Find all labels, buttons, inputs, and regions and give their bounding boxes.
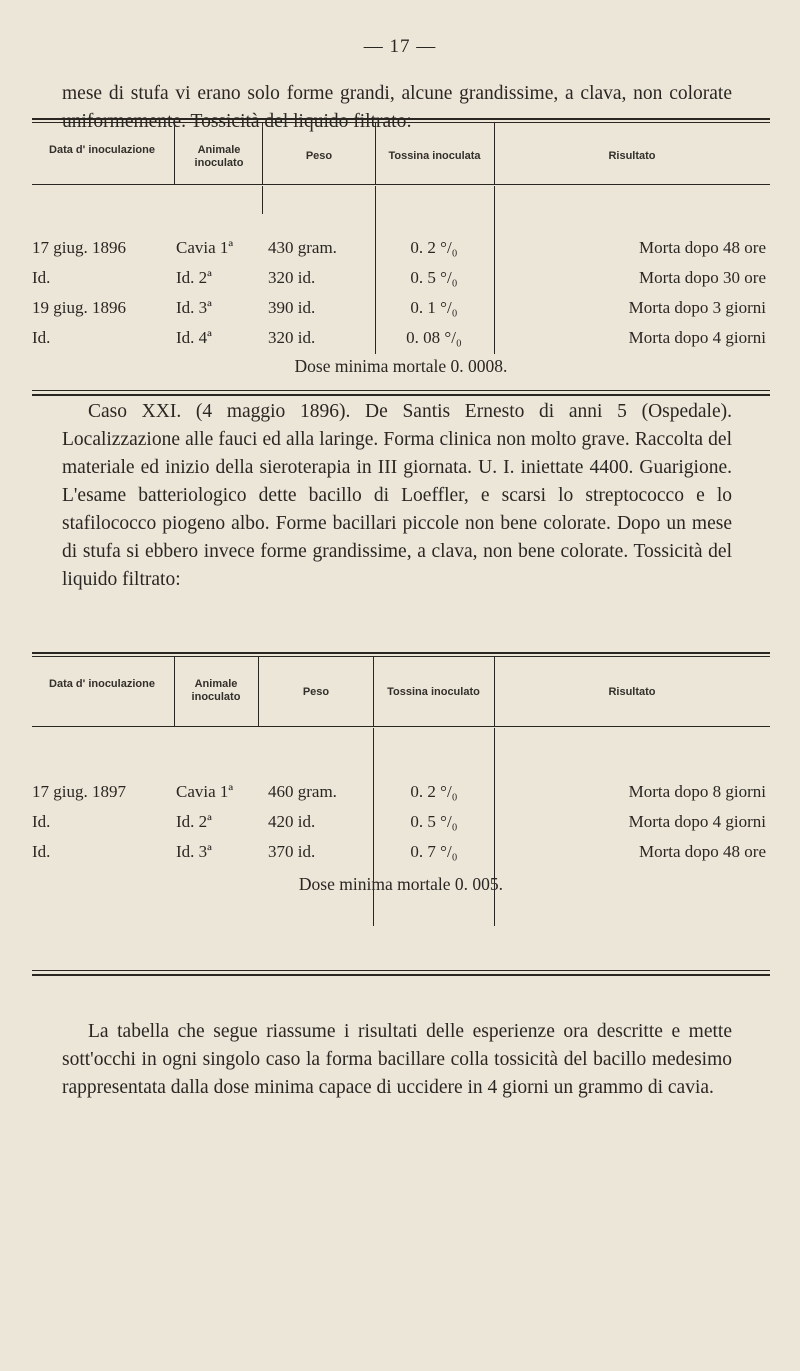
cell-weight: 320 id. bbox=[268, 328, 316, 347]
case-paragraph: Caso XXI. (4 maggio 1896). De Santis Ernesto di anni 5 (Ospedale). Localizzazione alle fauci ed alla laringe. Forma clinica non molto grave. Raccolta del materiale ed inizio della sieroterapia in III giornata. U. I. iniettate 4400. Guarigione. L'esame batteriologico dette bacillo di Loeffler, e scarsi lo streptococco e lo stafilococco piogeno albo. Forme bacillari piccole non bene colorate. Dopo un mese di stufa si ebbero invece forme grandissime, a clava, non bene colorate. Tossicità del liquido filtrato: bbox=[62, 401, 732, 590]
header-animal: Animale inoculato bbox=[191, 678, 241, 703]
cell-result: Morta dopo 4 giorni bbox=[628, 328, 766, 347]
cell-result: Morta dopo 8 giorni bbox=[628, 782, 766, 801]
cell-animal: Id. 2ª bbox=[176, 812, 212, 831]
cell-date: Id. bbox=[32, 268, 51, 287]
cell-weight: 420 id. bbox=[268, 812, 316, 831]
minimum-lethal-dose: Dose minima mortale 0. 0008. bbox=[294, 356, 508, 376]
header-date: Data d' inoculazione bbox=[49, 678, 155, 690]
cell-result: Morta dopo 30 ore bbox=[638, 268, 766, 287]
cell-weight: 390 id. bbox=[268, 298, 316, 317]
cell-date: 17 giug. 1897 bbox=[32, 782, 126, 801]
page-number: — 17 — bbox=[363, 36, 437, 57]
cell-toxin: 0. 08 °/₀ bbox=[406, 328, 462, 347]
cell-date: Id. bbox=[32, 812, 51, 831]
header-weight: Peso bbox=[305, 150, 333, 162]
cell-weight: 460 gram. bbox=[268, 782, 337, 801]
header-toxin: Tossina inoculata bbox=[388, 150, 481, 162]
header-result: Risultato bbox=[608, 686, 656, 698]
header-date: Data d' inoculazione bbox=[49, 144, 155, 156]
header-animal: Animale inoculato bbox=[194, 144, 244, 169]
closing-paragraph: La tabella che segue riassume i risultati delle esperienze ora descritte e mette sott'occhi in ogni singolo caso la forma bacillare colla tossicità del bacillo medesimo rappresentata dalla dose minima capace di uccidere in 4 giorni un grammo di cavia. bbox=[62, 1021, 732, 1098]
cell-animal: Cavia 1ª bbox=[176, 238, 234, 257]
header-weight: Peso bbox=[302, 686, 330, 698]
header-result: Risultato bbox=[608, 150, 656, 162]
cell-date: 17 giug. 1896 bbox=[32, 238, 126, 257]
cell-date: Id. bbox=[32, 328, 51, 347]
cell-date: 19 giug. 1896 bbox=[32, 298, 126, 317]
cell-animal: Cavia 1ª bbox=[176, 782, 234, 801]
cell-animal: Id. 3ª bbox=[176, 298, 212, 317]
cell-toxin: 0. 5 °/₀ bbox=[410, 812, 458, 831]
cell-toxin: 0. 2 °/₀ bbox=[410, 782, 458, 801]
minimum-lethal-dose: Dose minima mortale 0. 005. bbox=[298, 874, 504, 894]
header-toxin: Tossina inoculato bbox=[387, 686, 480, 698]
toxicity-table-1 bbox=[32, 118, 770, 396]
cell-result: Morta dopo 48 ore bbox=[638, 238, 766, 257]
cell-result: Morta dopo 48 ore bbox=[638, 842, 766, 861]
intro-paragraph: mese di stufa vi erano solo forme grandi, alcune grandissime, a clava, non colorate uniformemente. Tossicità del liquido filtrato: bbox=[62, 83, 732, 132]
cell-animal: Id. 2ª bbox=[176, 268, 212, 287]
cell-toxin: 0. 7 °/₀ bbox=[410, 842, 458, 861]
cell-weight: 320 id. bbox=[268, 268, 316, 287]
cell-toxin: 0. 1 °/₀ bbox=[410, 298, 458, 317]
cell-result: Morta dopo 3 giorni bbox=[628, 298, 766, 317]
cell-toxin: 0. 5 °/₀ bbox=[410, 268, 458, 287]
toxicity-table-2 bbox=[32, 652, 770, 980]
cell-toxin: 0. 2 °/₀ bbox=[410, 238, 458, 257]
cell-date: Id. bbox=[32, 842, 51, 861]
cell-animal: Id. 4ª bbox=[176, 328, 212, 347]
cell-weight: 370 id. bbox=[268, 842, 316, 861]
cell-animal: Id. 3ª bbox=[176, 842, 212, 861]
cell-result: Morta dopo 4 giorni bbox=[628, 812, 766, 831]
cell-weight: 430 gram. bbox=[268, 238, 337, 257]
